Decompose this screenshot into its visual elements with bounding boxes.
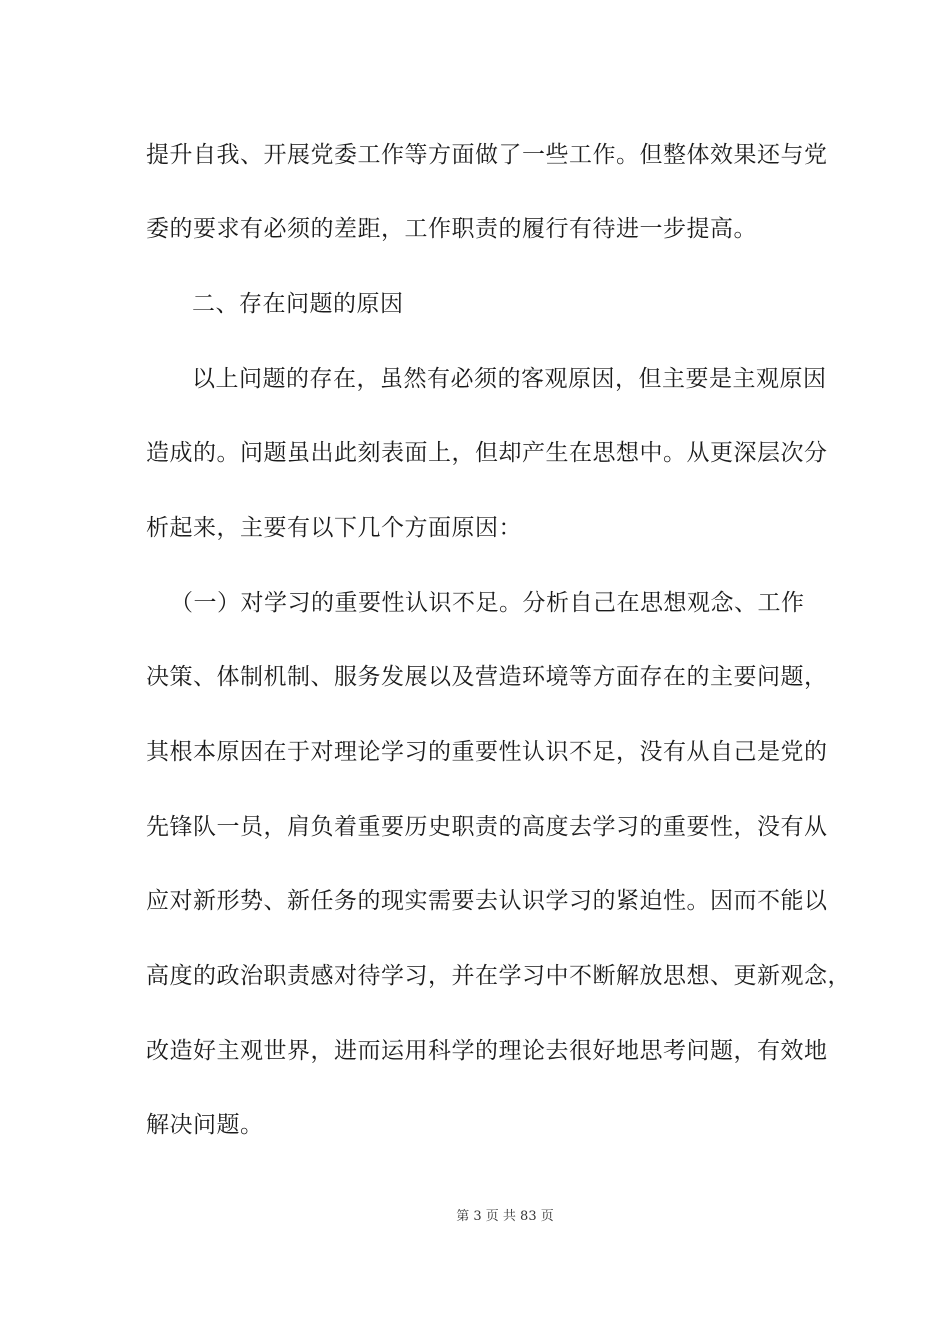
body-line: 决策、体制机制、服务发展以及营造环境等方面存在的主要问题， bbox=[146, 664, 828, 690]
section-heading: 二、存在问题的原因 bbox=[192, 291, 404, 317]
subsection-line: （一）对学习的重要性认识不足。分析自己在思想观念、工作 bbox=[170, 590, 805, 616]
body-line: 析起来，主要有以下几个方面原因： bbox=[146, 515, 522, 541]
body-line: 其根本原因在于对理论学习的重要性认识不足，没有从自己是党的 bbox=[146, 739, 828, 765]
body-line: 应对新形势、新任务的现实需要去认识学习的紧迫性。因而不能以 bbox=[146, 888, 828, 914]
body-line: 提升自我、开展党委工作等方面做了一些工作。但整体效果还与党 bbox=[146, 142, 828, 168]
body-line: 解决问题。 bbox=[146, 1112, 264, 1138]
body-line: 委的要求有必须的差距，工作职责的履行有待进一步提高。 bbox=[146, 216, 757, 242]
body-line: 高度的政治职责感对待学习，并在学习中不断解放思想、更新观念， bbox=[146, 963, 851, 989]
body-line: 先锋队一员，肩负着重要历史职责的高度去学习的重要性，没有从 bbox=[146, 814, 828, 840]
body-line: 造成的。问题虽出此刻表面上，但却产生在思想中。从更深层次分 bbox=[146, 440, 828, 466]
page-number-footer: 第 3 页 共 83 页 bbox=[456, 1209, 554, 1224]
body-line: 改造好主观世界，进而运用科学的理论去很好地思考问题，有效地 bbox=[146, 1038, 828, 1064]
body-line: 以上问题的存在，虽然有必须的客观原因，但主要是主观原因 bbox=[192, 366, 827, 392]
